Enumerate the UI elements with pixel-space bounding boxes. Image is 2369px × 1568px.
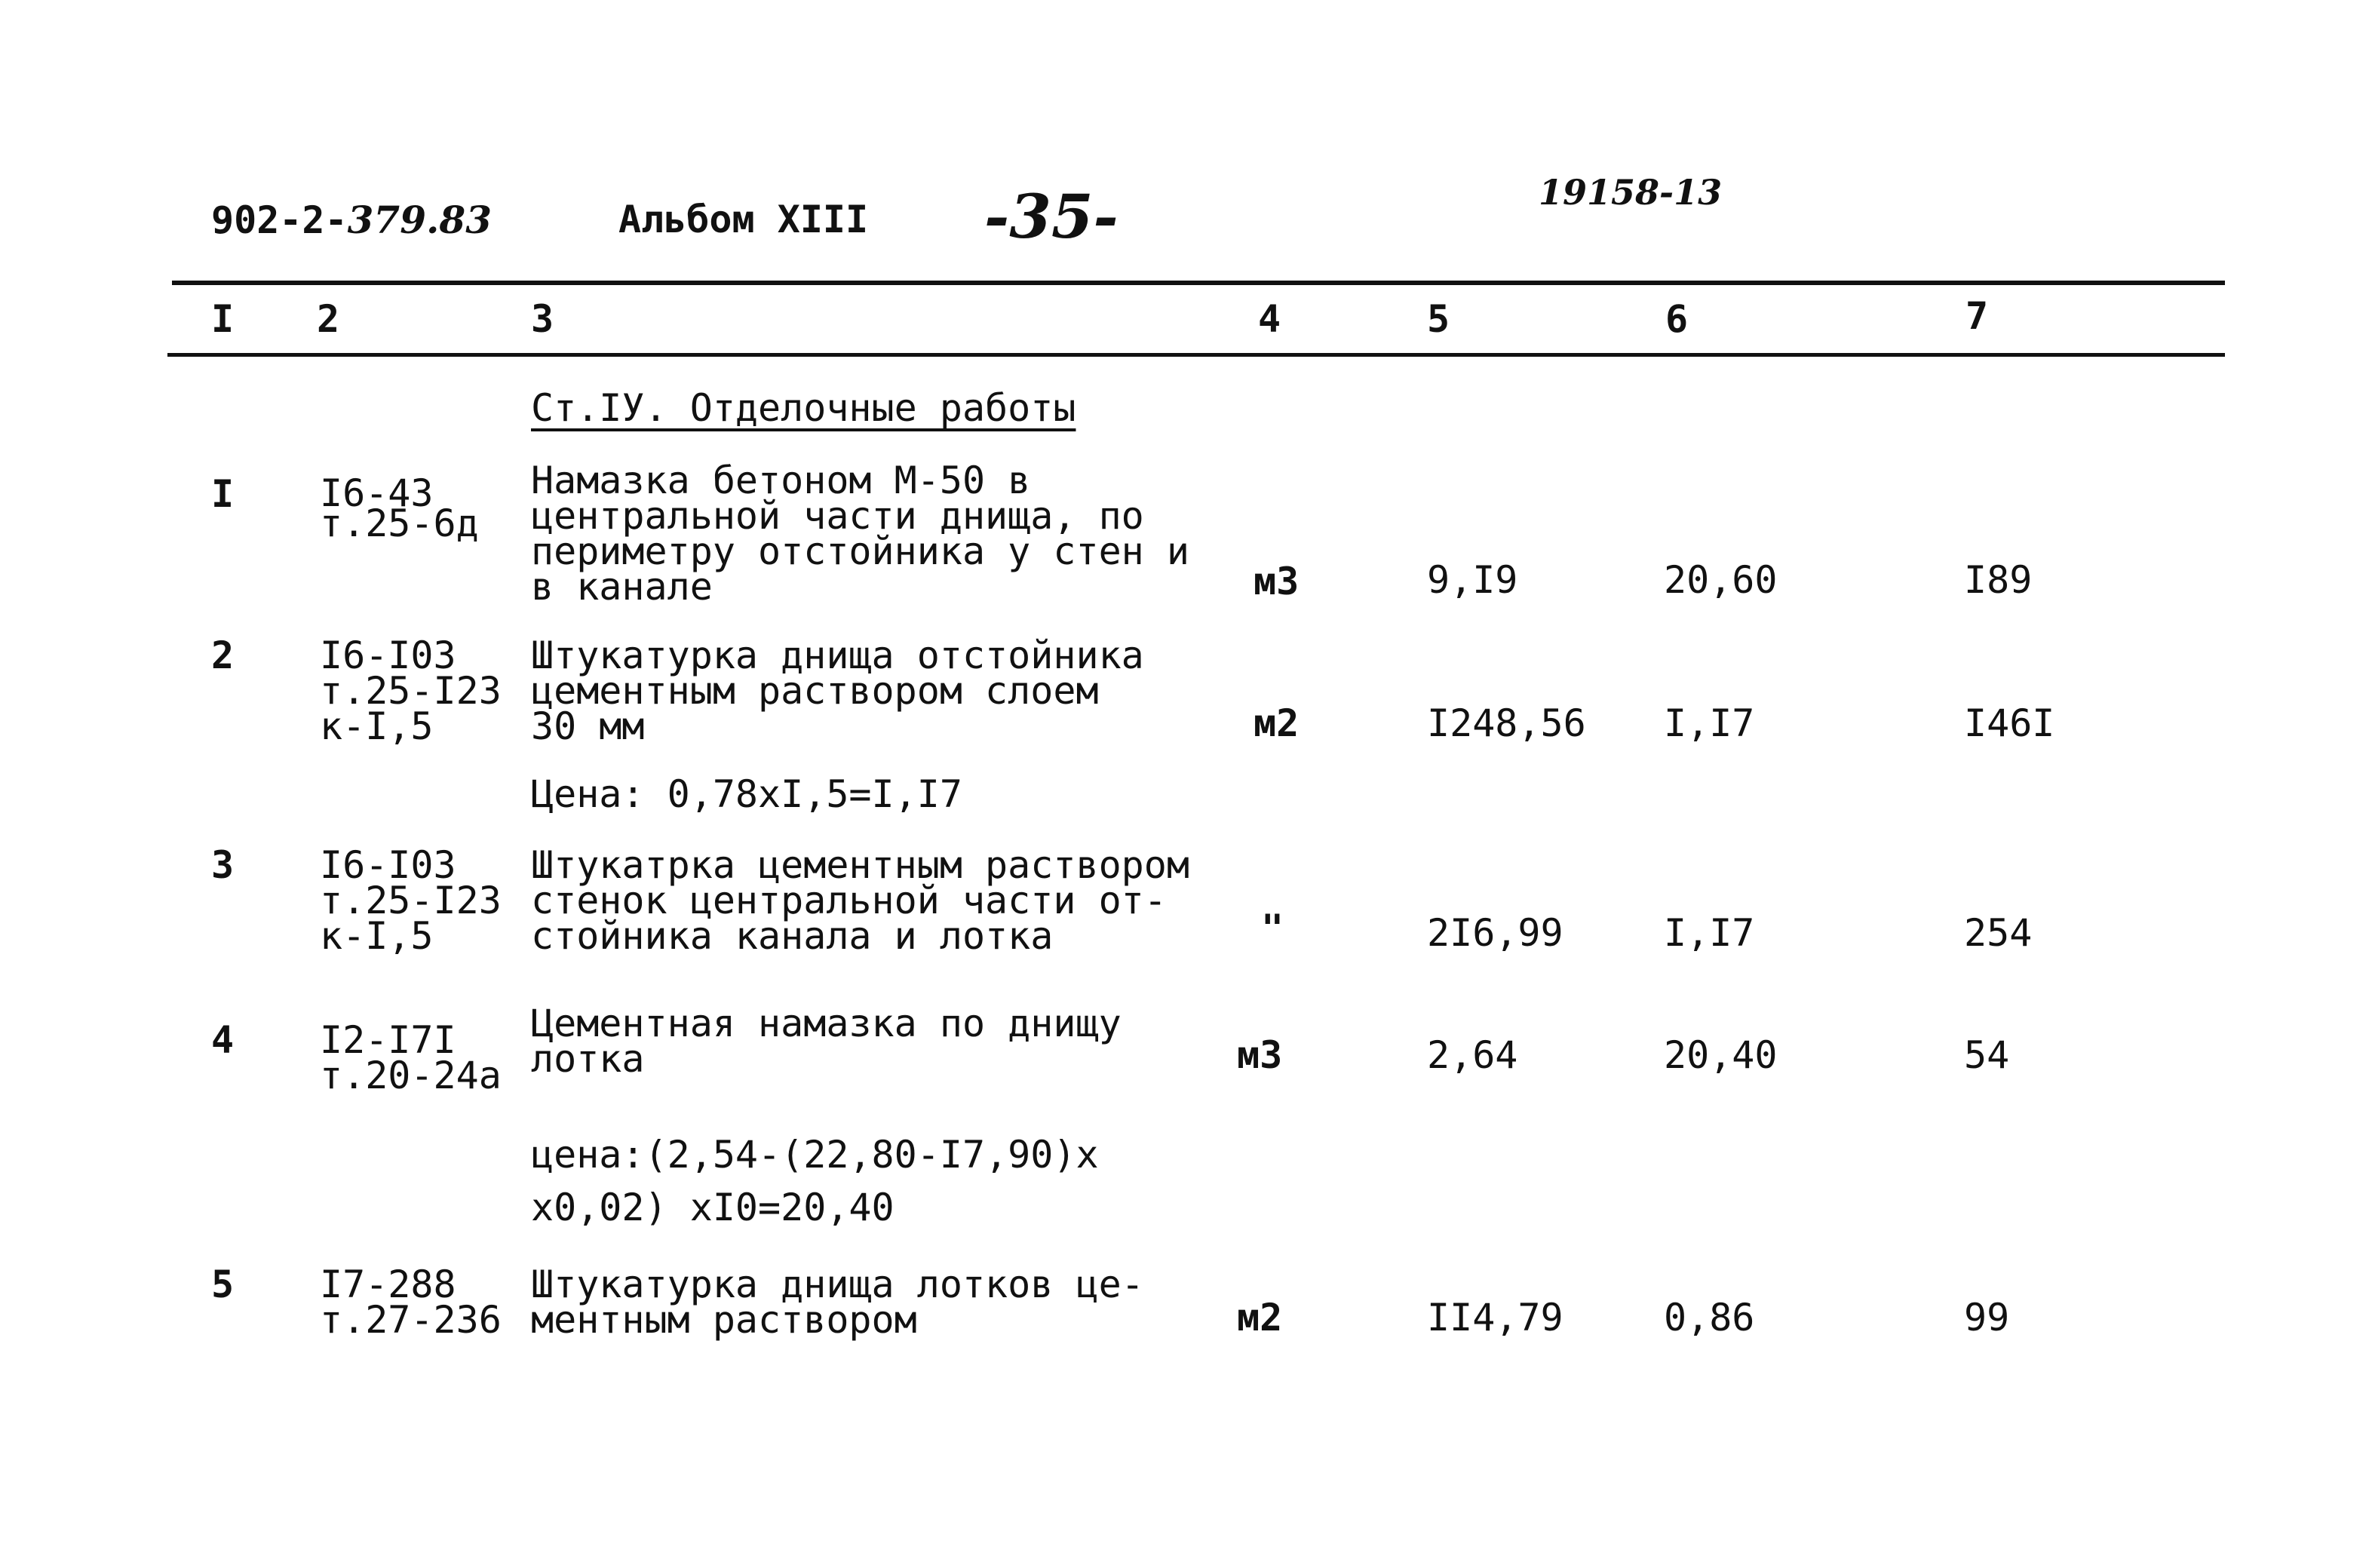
column-header-6: 6 <box>1665 297 1689 341</box>
price-note: Цена: 0,78хI,5=I,I7 <box>531 772 962 816</box>
total-cost: 54 <box>1964 1033 2010 1077</box>
total-cost: I89 <box>1964 558 2033 602</box>
total-cost: 99 <box>1964 1296 2010 1339</box>
work-description: Намазка бетоном М-50 в центральной части днища, по периметру отстойника у стен и в канале <box>531 459 1189 609</box>
quantity: 2I6,99 <box>1427 911 1563 955</box>
row-number: 4 <box>211 1018 235 1062</box>
table-top-rule <box>172 281 2225 285</box>
norm-code: I6-I03 т.25-I23 к-I,5 <box>320 843 502 958</box>
page-number: -35- <box>984 181 1119 252</box>
document-code-handwritten: 379.83 <box>347 198 492 242</box>
unit-price: 20,40 <box>1664 1033 1778 1077</box>
row-number: 3 <box>211 843 235 887</box>
unit-price: I,I7 <box>1664 701 1755 745</box>
unit: м2 <box>1237 1296 1283 1339</box>
archive-stamp: 19158-13 <box>1539 172 1723 213</box>
unit: м2 <box>1254 701 1300 745</box>
quantity: 9,I9 <box>1427 558 1518 602</box>
document-code-typed: 902-2- <box>211 198 348 242</box>
unit: м3 <box>1237 1033 1283 1077</box>
row-number: I <box>211 472 235 516</box>
work-description: Цементная намазка по днищу лотка <box>531 1002 1122 1081</box>
work-description: Штукатурка днища отстойника цементным раствором слоем 30 мм <box>531 634 1144 748</box>
album-label: Альбом XIII <box>618 198 869 241</box>
quantity: 2,64 <box>1427 1033 1518 1077</box>
total-cost: I46I <box>1964 701 2055 745</box>
column-header-3: 3 <box>531 297 554 341</box>
work-description: Штукатрка цементным раствором стенок центральной части от- стойника канала и лотка <box>531 843 1189 958</box>
column-header-5: 5 <box>1427 297 1450 341</box>
norm-code: I6-43 т.25-6д <box>320 471 479 545</box>
norm-code: I2-I7I т.20-24а <box>320 1018 502 1097</box>
unit: м3 <box>1254 560 1300 603</box>
section-title: Ст.IУ. Отделочные работы <box>531 386 1076 430</box>
row-number: 5 <box>211 1263 235 1306</box>
column-header-2: 2 <box>317 297 340 341</box>
work-description: Штукатурка днища лотков це- ментным раствором <box>531 1263 1144 1342</box>
row-number: 2 <box>211 634 235 677</box>
table-header-rule <box>167 353 2225 357</box>
total-cost: 254 <box>1964 911 2033 955</box>
column-header-1: I <box>211 297 235 341</box>
document-code <box>211 198 492 242</box>
unit-price: 20,60 <box>1664 558 1778 602</box>
column-header-7: 7 <box>1965 294 1989 338</box>
norm-code: I7-288 т.27-236 <box>320 1263 502 1342</box>
quantity: II4,79 <box>1427 1296 1563 1339</box>
unit: " <box>1261 907 1284 950</box>
norm-code: I6-I03 т.25-I23 к-I,5 <box>320 634 502 748</box>
unit-price: 0,86 <box>1664 1296 1755 1339</box>
column-header-4: 4 <box>1258 297 1281 341</box>
price-note: цена:(2,54-(22,80-I7,90)х х0,02) хI0=20,40 <box>531 1133 1099 1229</box>
quantity: I248,56 <box>1427 701 1586 745</box>
unit-price: I,I7 <box>1664 911 1755 955</box>
